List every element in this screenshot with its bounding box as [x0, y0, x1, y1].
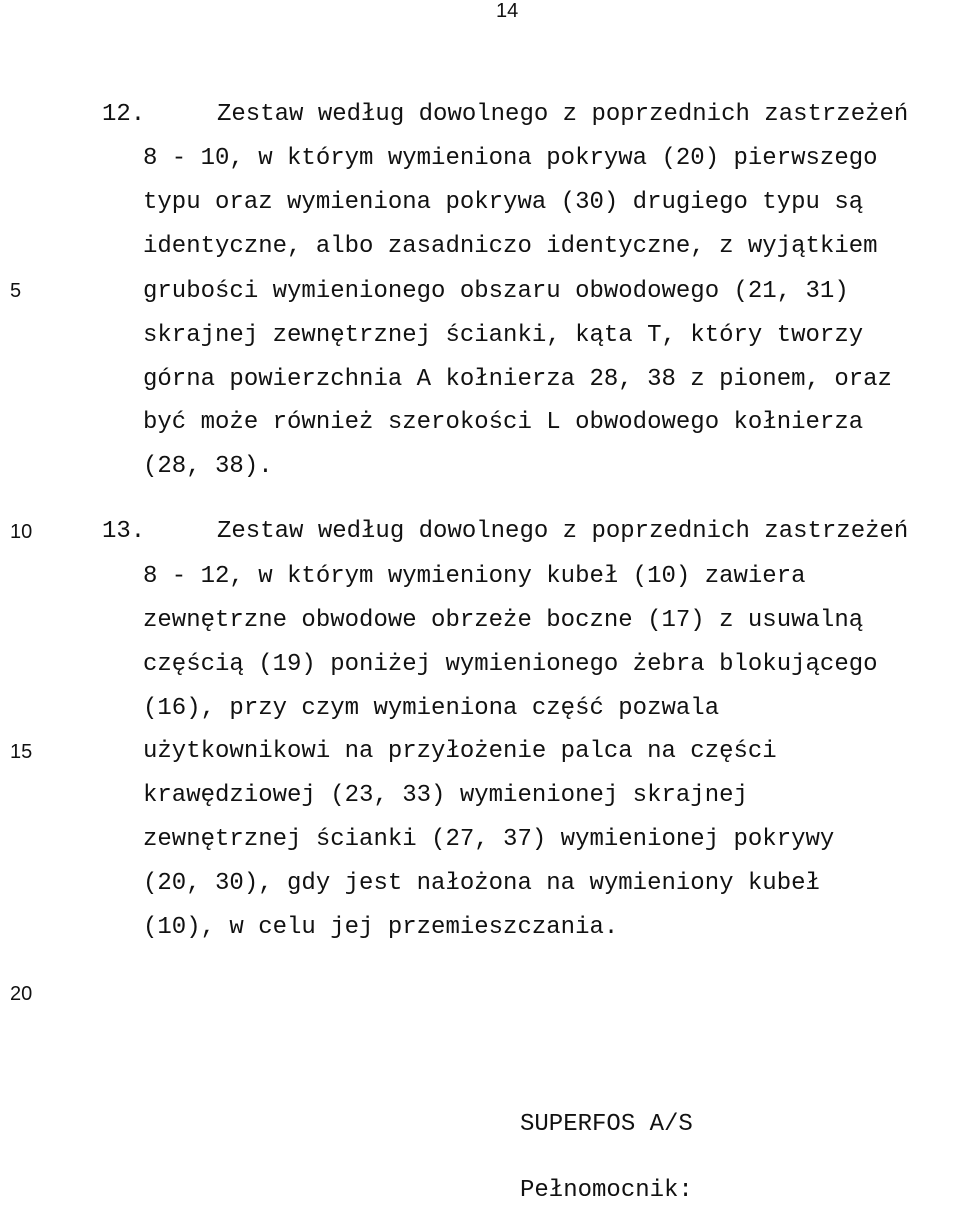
- claim-line: (16), przy czym wymieniona część pozwala: [143, 695, 720, 722]
- line-number-15: 15: [10, 741, 33, 763]
- claim-line: Zestaw według dowolnego z poprzednich zastrzeżeń: [217, 518, 909, 545]
- claim-line: zewnętrzne obwodowe obrzeże boczne (17) z usuwalną: [143, 607, 864, 634]
- claim-line: górna powierzchnia A kołnierza 28, 38 z pionem, oraz: [143, 366, 892, 393]
- claim-line: (28, 38).: [143, 453, 273, 480]
- claim-line: (20, 30), gdy jest nałożona na wymieniony kubeł: [143, 870, 820, 897]
- claim-number: 12.: [102, 101, 146, 128]
- claim-line: typu oraz wymieniona pokrywa (30) drugiego typu są: [143, 189, 864, 216]
- attorney-label: Pełnomocnik:: [520, 1177, 693, 1204]
- claim-line: grubości wymienionego obszaru obwodowego (21, 31): [143, 278, 849, 305]
- claim-line: 8 - 10, w którym wymieniona pokrywa (20) pierwszego: [143, 145, 878, 172]
- claim-line: być może również szerokości L obwodowego kołnierza: [143, 409, 864, 436]
- claim-line: (10), w celu jej przemieszczania.: [143, 914, 619, 941]
- line-number-20: 20: [10, 983, 33, 1005]
- claim-line: skrajnej zewnętrznej ścianki, kąta T, który tworzy: [143, 322, 864, 349]
- claim-line: 8 - 12, w którym wymieniony kubeł (10) zawiera: [143, 563, 806, 590]
- claim-line: Zestaw według dowolnego z poprzednich zastrzeżeń: [217, 101, 909, 128]
- page-number: 14: [496, 0, 519, 22]
- claim-line: użytkownikowi na przyłożenie palca na części: [143, 738, 777, 765]
- claim-number: 13.: [102, 518, 146, 545]
- line-number-10: 10: [10, 521, 33, 543]
- company-name: SUPERFOS A/S: [520, 1111, 693, 1138]
- claim-line: częścią (19) poniżej wymienionego żebra blokującego: [143, 651, 878, 678]
- claim-line: krawędziowej (23, 33) wymienionej skrajnej: [143, 782, 748, 809]
- claim-line: identyczne, albo zasadniczo identyczne, z wyjątkiem: [143, 233, 878, 260]
- line-number-5: 5: [10, 280, 22, 302]
- claim-line: zewnętrznej ścianki (27, 37) wymienionej pokrywy: [143, 826, 835, 853]
